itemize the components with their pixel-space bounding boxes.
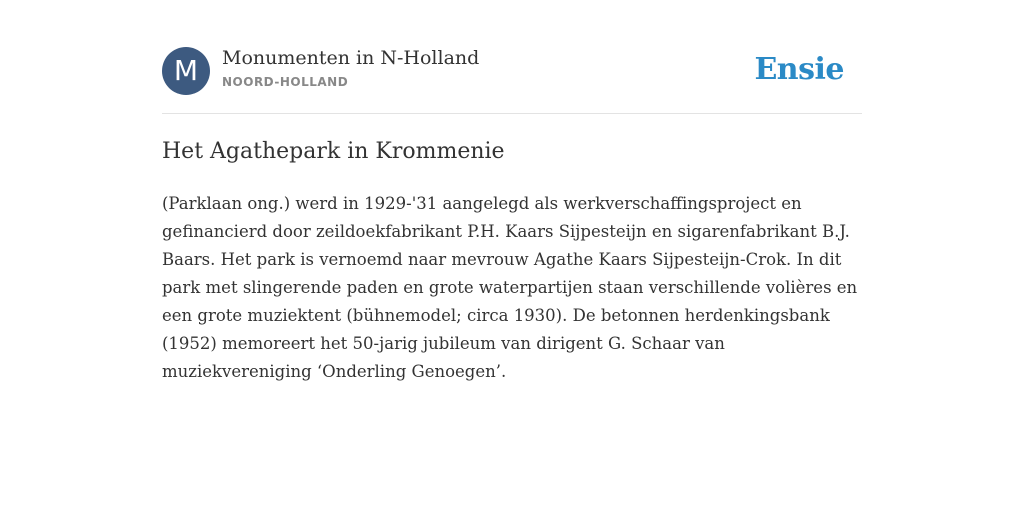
entry-header: [162, 46, 862, 96]
header-divider: [162, 113, 862, 114]
entry-body: (Parklaan ong.) werd in 1929-'31 aangelegd als werkverschaffingsproject en gefinancierd door zeildoekfabrikant P.H. Kaars Sijpesteijn en sigarenfabrikant B.J. Baars. Het park is vernoemd naar mevrouw Agathe Kaars Sijpesteijn-Crok. In dit park met slingerende paden en grote waterpartijen staan verschillende volières en een grote muziektent (bühnemodel; circa 1930). De betonnen herdenkingsbank (1952) memoreert het 50-jarig jubileum van dirigent G. Schaar van muziekvereniging ‘Onderling Genoegen’.: [162, 194, 858, 381]
entry-title: Het Agathepark in Krommenie: [162, 139, 505, 164]
source-name[interactable]: Monumenten in N-Holland: [222, 47, 480, 69]
source-region: NOORD-HOLLAND: [222, 75, 349, 89]
source-avatar[interactable]: M: [162, 47, 210, 95]
ensie-logo[interactable]: Ensie: [754, 52, 844, 87]
entry-card: [162, 0, 862, 512]
